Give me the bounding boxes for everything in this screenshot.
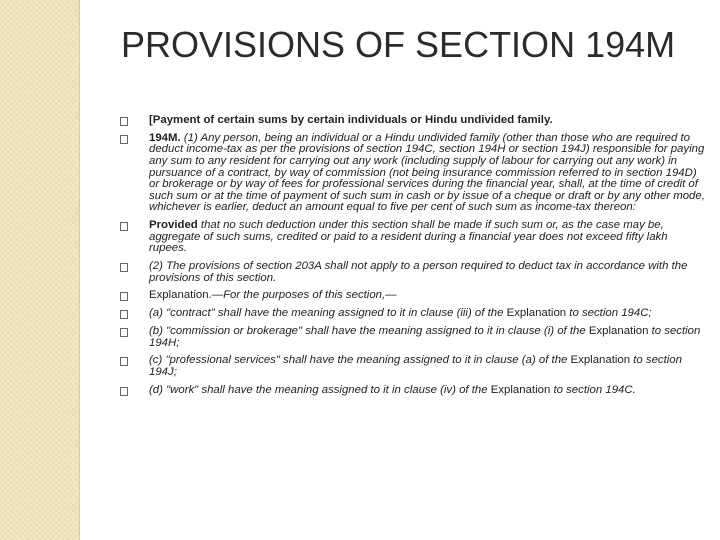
clause-tail: to section 194C; (566, 307, 652, 320)
proviso-text: that no such deduction under this section shall be made if such sum or, as the case may be, aggregate of such sums, credited or paid to a resident during a financial year does not exceed fifty lakh rupees. (149, 219, 668, 255)
bullet-box-icon (120, 292, 128, 301)
bullet-box-icon (120, 357, 128, 366)
explanation-label: Explanation. (149, 289, 212, 302)
explanation-word: Explanation (506, 307, 567, 320)
bullet-194m (120, 133, 705, 214)
bullet-clause-c (120, 355, 705, 378)
subsection-2-text: (2) The provisions of section 203A shall not apply to a person required to deduct tax in accordance with the provisions of this section. (149, 260, 688, 284)
clause-text: (c) "professional services" shall have the meaning assigned to it in clause (a) of the (149, 354, 571, 367)
clause-text: (d) "work" shall have the meaning assigned to it in clause (iv) of the (149, 383, 491, 396)
sidebar-divider (79, 0, 80, 540)
bullet-subsection-2 (120, 261, 705, 284)
bullet-box-icon (120, 387, 128, 396)
bullet-clause-b (120, 326, 705, 349)
section-number: 194M. (149, 131, 181, 144)
bullet-clause-d (120, 385, 705, 397)
bullet-clause-a (120, 308, 705, 320)
explanation-text: —For the purposes of this section,— (211, 289, 397, 302)
bullet-box-icon (120, 263, 128, 272)
proviso-label: Provided (149, 219, 198, 232)
clause-tail: to section 194J; (149, 354, 682, 378)
bullet-box-icon (120, 328, 128, 337)
bullet-box-icon (120, 135, 128, 144)
bullet-box-icon (120, 117, 128, 126)
explanation-word: Explanation (570, 354, 631, 367)
clause-text: (b) "commission or brokerage" shall have the meaning assigned to it in clause (i) of the (149, 325, 589, 338)
bullet-heading (120, 115, 705, 127)
slide-title: PROVISIONS OF SECTION 194M (121, 24, 676, 65)
clause-tail: to section 194H; (149, 325, 701, 349)
bullet-box-icon (120, 310, 128, 319)
clause-tail: to section 194C. (550, 383, 636, 396)
explanation-word: Explanation (588, 325, 649, 338)
bullet-list (120, 115, 705, 403)
heading-text: [Payment of certain sums by certain individuals or Hindu undivided family. (149, 114, 553, 126)
clause-text: (a) "contract" shall have the meaning assigned to it in clause (iii) of the (149, 307, 507, 320)
section-text: (1) Any person, being an individual or a Hindu undivided family (other than those who are required to deduct income-tax as per the provisions of section 194C, section 194H or section 194J) responsible for paying any sum to any resident for carrying out any work (including supply of labour for carrying out any work) in pursuance of a contract, by way of commission (not being insurance commission referred to in section 194D) or brokerage or by way of fees for professional services during the financial year, shall, at the time of credit of such sum or at the time of payment of such sum in cash or by issue of a cheque or draft or by any other mode, whichever is earlier, deduct an amount equal to five per cent of such sum as income-tax thereon: (149, 131, 705, 214)
bullet-proviso (120, 220, 705, 255)
bullet-box-icon (120, 222, 128, 231)
bullet-explanation (120, 290, 705, 302)
decorative-sidebar (0, 0, 79, 540)
explanation-word: Explanation (490, 383, 551, 396)
